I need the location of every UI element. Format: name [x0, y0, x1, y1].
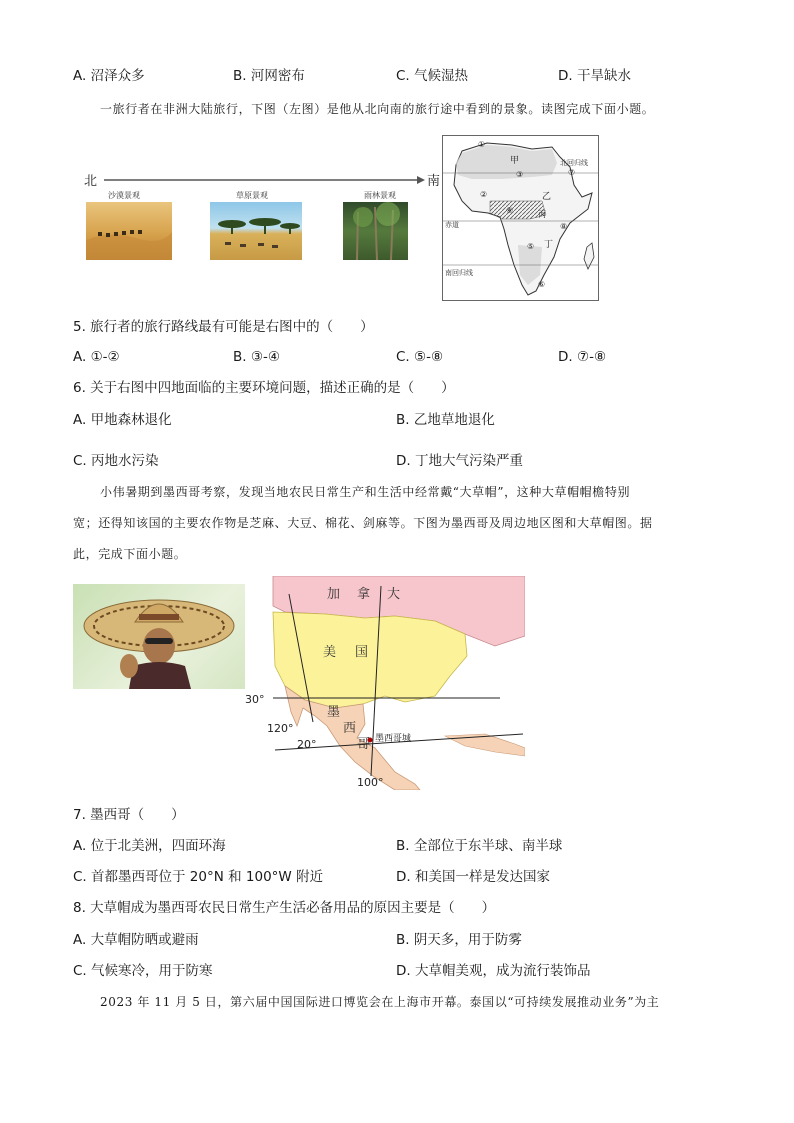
intro-mexico-line1: 小伟暑期到墨西哥考察，发现当地农民日常生产和生活中经常戴“大草帽”，这种大草帽帽檐特别	[100, 485, 631, 499]
intro-expo: 2023 年 11 月 5 日，第六届中国国际进口博览会在上海市开幕。泰国以“可持续发展推动业务”为主	[100, 995, 660, 1009]
q5-option-d: D. ⑦-⑧	[558, 349, 607, 365]
point-6: ⑥	[538, 280, 546, 289]
mexico-char-2: 西	[343, 721, 357, 736]
q6-option-d: D. 丁地大气污染严重	[396, 453, 523, 469]
q7-option-c: C. 首都墨西哥位于 20°N 和 100°W 附近	[73, 869, 324, 885]
north-label: 北	[84, 174, 98, 189]
q7-option-a: A. 位于北美洲，四面环海	[73, 838, 226, 854]
point-8: ⑧	[560, 222, 568, 231]
point-3: ③	[516, 170, 524, 179]
north-south-arrow	[82, 170, 442, 190]
q8-option-c: C. 气候寒冷，用于防寒	[73, 963, 213, 979]
point-4: ④	[506, 206, 514, 215]
mexico-char-3: 哥	[357, 737, 371, 752]
q4-option-b: B. 河网密布	[233, 68, 305, 84]
sombrero-photo	[73, 584, 245, 689]
q7-option-d: D. 和美国一样是发达国家	[396, 869, 550, 885]
usa-char-1: 美	[323, 645, 337, 660]
q6-stem: 6. 关于右图中四地面临的主要环境问题，描述正确的是（ ）	[73, 380, 455, 396]
point-7: ⑦	[568, 168, 576, 177]
canada-char-3: 大	[387, 587, 401, 602]
desert-photo	[86, 202, 172, 260]
q6-option-c: C. 丙地水污染	[73, 453, 159, 469]
q8-option-d: D. 大草帽美观，成为流行装饰品	[396, 963, 591, 979]
canada-char-2: 拿	[357, 587, 371, 602]
lon-120-label: 120°	[267, 722, 294, 735]
q8-option-b: B. 阴天多，用于防雾	[396, 932, 522, 948]
mexico-city-label: 墨西哥城	[375, 734, 412, 744]
point-5: ⑤	[527, 242, 535, 251]
lat-30-label: 30°	[245, 693, 265, 706]
rainforest-label: 雨林景观	[364, 191, 396, 200]
q5-option-b: B. ③-④	[233, 349, 280, 365]
q8-option-a: A. 大草帽防晒或避雨	[73, 932, 199, 948]
mexico-char-1: 墨	[327, 705, 341, 720]
africa-map	[442, 135, 599, 301]
lon-100-label: 100°	[357, 776, 384, 789]
intro-mexico-line3: 此，完成下面小题。	[73, 547, 187, 561]
point-1: ①	[478, 140, 486, 149]
q4-option-c: C. 气候湿热	[396, 68, 469, 84]
canada-char-1: 加	[327, 587, 341, 602]
tropic-cancer-label: 北回归线	[560, 159, 588, 167]
q5-stem: 5. 旅行者的旅行路线最有可能是右图中的（ ）	[73, 319, 374, 335]
q7-option-b: B. 全部位于东半球、南半球	[396, 838, 563, 854]
q6-option-b: B. 乙地草地退化	[396, 412, 495, 428]
south-label: 南	[427, 174, 441, 189]
tropic-capricorn-label: 南回归线	[445, 269, 473, 277]
q4-option-d: D. 干旱缺水	[558, 68, 631, 84]
intro-mexico-line2: 宽；还得知该国的主要农作物是芝麻、大豆、棉花、剑麻等。下图为墨西哥及周边地区图和大草帽图。据	[73, 516, 653, 530]
q7-stem: 7. 墨西哥（ ）	[73, 807, 185, 823]
region-yi: 乙	[542, 192, 552, 202]
q5-option-c: C. ⑤-⑧	[396, 349, 444, 365]
q5-option-a: A. ①-②	[73, 349, 120, 365]
north-america-map	[245, 576, 525, 790]
q4-option-a: A. 沼泽众多	[73, 68, 145, 84]
region-bing: 丙	[538, 210, 546, 219]
q6-option-a: A. 甲地森林退化	[73, 412, 172, 428]
region-ding: 丁	[544, 240, 554, 250]
point-2: ②	[480, 190, 488, 199]
intro-africa: 一旅行者在非洲大陆旅行，下图（左图）是他从北向南的旅行途中看到的景象。读图完成下面小题。	[100, 102, 655, 116]
rainforest-photo	[343, 202, 408, 260]
usa-char-2: 国	[355, 645, 369, 660]
grassland-photo	[210, 202, 302, 260]
q8-stem: 8. 大草帽成为墨西哥农民日常生产生活必备用品的原因主要是（ ）	[73, 900, 496, 916]
grassland-label: 草原景观	[236, 191, 268, 200]
equator-label: 赤道	[445, 221, 459, 229]
lat-20-label: 20°	[297, 738, 317, 751]
desert-label: 沙漠景观	[108, 191, 140, 200]
region-jia: 甲	[510, 156, 520, 166]
